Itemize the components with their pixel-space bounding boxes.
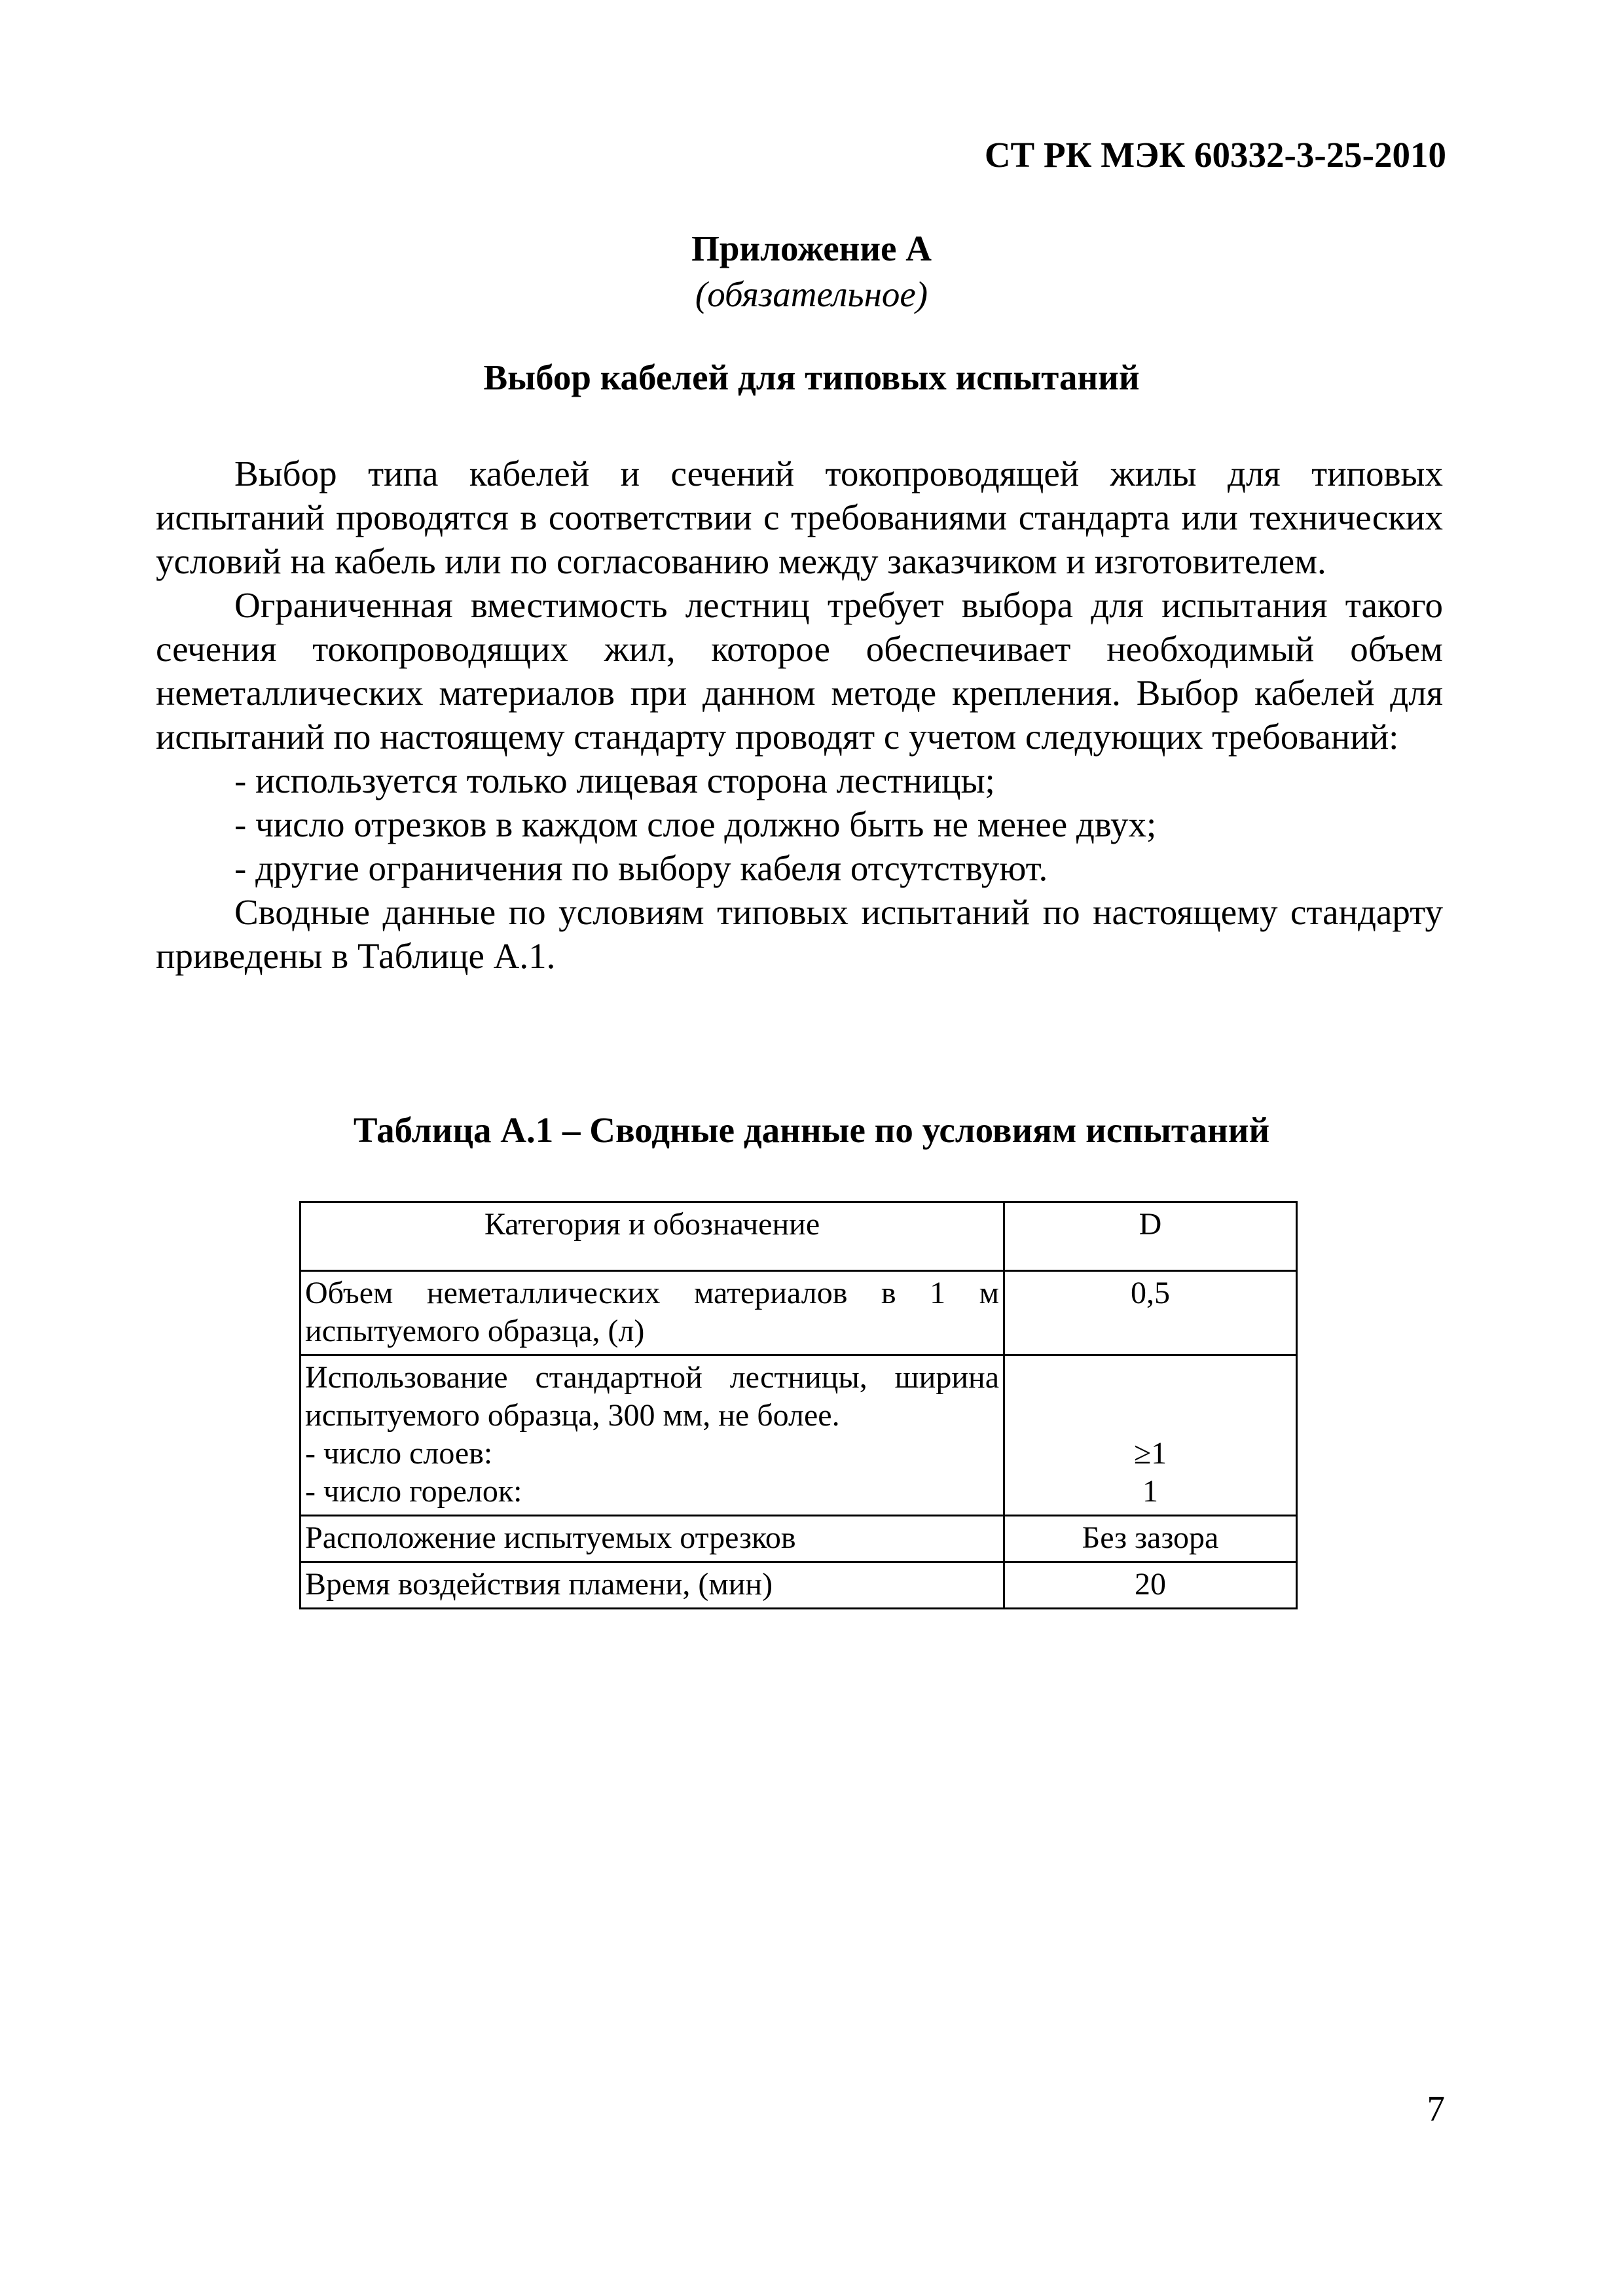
list-item: - число отрезков в каждом слое должно быть не менее двух; bbox=[234, 804, 1157, 844]
appendix-note: (обязательное) bbox=[695, 274, 928, 314]
table-header-cell: Категория и обозначение bbox=[301, 1202, 1004, 1271]
table-row bbox=[301, 1516, 1297, 1562]
appendix-title: Приложение А bbox=[691, 228, 932, 268]
table-cell bbox=[1004, 1562, 1297, 1609]
cell-line: Время воздействия пламени, (мин) bbox=[305, 1567, 773, 1602]
table-caption: Таблица А.1 – Сводные данные по условиям испытаний bbox=[353, 1110, 1270, 1150]
paragraph: Ограниченная вместимость лестниц требует выбора для испытания такого сечения токопроводящих жил, которое обеспечивает необходимый объем неметаллических материалов при данном методе крепления. Выбор кабелей для испытаний по настоящему стандарту проводят с учетом следующих требований: bbox=[156, 585, 1443, 757]
table-row bbox=[301, 1355, 1297, 1516]
summary-table bbox=[299, 1201, 1298, 1609]
table-header-cell: D bbox=[1004, 1202, 1297, 1271]
cell-line: 20 bbox=[1135, 1567, 1166, 1602]
cell-spacer bbox=[1009, 1397, 1292, 1435]
cell-line: Объем неметаллических материалов в 1 м испытуемого образца, (л) bbox=[305, 1276, 999, 1348]
appendix-heading bbox=[0, 226, 1623, 317]
table-row bbox=[301, 1271, 1297, 1355]
table-cell bbox=[1004, 1355, 1297, 1516]
table-cell bbox=[301, 1355, 1004, 1516]
table-cell bbox=[301, 1562, 1004, 1609]
page-number: 7 bbox=[1427, 2089, 1445, 2128]
table-cell bbox=[1004, 1271, 1297, 1355]
paragraph: Выбор типа кабелей и сечений токопроводящей жилы для типовых испытаний проводятся в соответствии с требованиями стандарта или технических условий на кабель или по согласованию между заказчиком и изготовителем. bbox=[156, 454, 1443, 581]
table-cell bbox=[1004, 1516, 1297, 1562]
cell-line: Расположение испытуемых отрезков bbox=[305, 1520, 796, 1555]
list-item: - другие ограничения по выбору кабеля отсутствуют. bbox=[234, 848, 1048, 888]
body-text bbox=[156, 452, 1443, 978]
document-code: СТ РК МЭК 60332-3-25-2010 bbox=[984, 135, 1446, 175]
cell-line: ≥1 bbox=[1133, 1436, 1167, 1471]
paragraph: Сводные данные по условиям типовых испытаний по настоящему стандарту приведены в Таблице А.1. bbox=[156, 892, 1443, 976]
cell-line: Без зазора bbox=[1082, 1520, 1219, 1555]
cell-line: - число горелок: bbox=[305, 1474, 522, 1509]
cell-line: Использование стандартной лестницы, ширина испытуемого образца, 300 мм, не более. bbox=[305, 1360, 999, 1433]
table-header-row bbox=[301, 1202, 1297, 1271]
cell-line: - число слоев: bbox=[305, 1436, 493, 1471]
table-cell bbox=[301, 1271, 1004, 1355]
cell-line: 0,5 bbox=[1131, 1276, 1170, 1310]
cell-spacer bbox=[1009, 1359, 1292, 1397]
section-title: Выбор кабелей для типовых испытаний bbox=[483, 357, 1140, 397]
table-cell bbox=[301, 1516, 1004, 1562]
list-item: - используется только лицевая сторона лестницы; bbox=[234, 761, 995, 800]
table-row bbox=[301, 1562, 1297, 1609]
cell-line: 1 bbox=[1142, 1474, 1158, 1509]
